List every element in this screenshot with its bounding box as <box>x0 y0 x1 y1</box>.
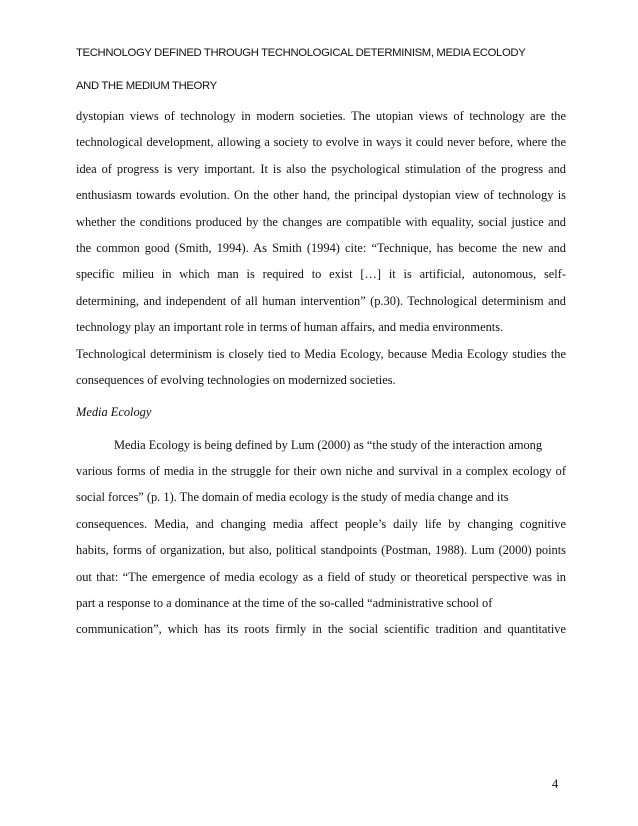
paragraph-line: idea of progress is very important. It is also the psychological stimulation of the progress and <box>76 161 566 176</box>
paragraph-line: communication”, which has its roots firmly in the social scientific tradition and quantitative <box>76 622 566 637</box>
section-heading: Media Ecology <box>76 405 152 420</box>
running-head-line-2: AND THE MEDIUM THEORY <box>76 79 217 92</box>
paragraph-line: technology play an important role in terms of human affairs, and media environments. <box>76 320 504 335</box>
paragraph-line: whether the conditions produced by the changes are compatible with equality, social justice and <box>76 214 566 229</box>
paragraph-line: determining, and independent of all human intervention” (p.30). Technological determinism and <box>76 293 566 308</box>
paragraph-line: consequences of evolving technologies on modernized societies. <box>76 372 396 387</box>
running-head <box>76 37 576 102</box>
paragraph-line: specific milieu in which man is required to exist […] it is artificial, autonomous, self- <box>76 267 566 282</box>
paragraph-line: technological development, allowing a society to evolve in ways it could never before, where the <box>76 135 566 150</box>
paragraph-line: the common good (Smith, 1994). As Smith (1994) cite: “Technique, has become the new and <box>76 240 566 255</box>
paragraph-2 <box>76 432 566 643</box>
paragraph-line: social forces” (p. 1). The domain of media ecology is the study of media change and its <box>76 490 509 505</box>
paragraph-1 <box>76 103 566 393</box>
paragraph-line: Media Ecology is being defined by Lum (2000) as “the study of the interaction among <box>114 437 543 452</box>
page-number: 4 <box>552 777 559 791</box>
paragraph-line: various forms of media in the struggle for their own niche and survival in a complex ecology of <box>76 464 566 479</box>
paragraph-line: consequences. Media, and changing media affect people’s daily life by changing cognitive <box>76 516 566 531</box>
paragraph-line: dystopian views of technology in modern societies. The utopian views of technology are the <box>76 109 566 123</box>
running-head-line-1: TECHNOLOGY DEFINED THROUGH TECHNOLOGICAL DETERMINISM, MEDIA ECOLODY <box>76 47 526 59</box>
paragraph-line: Technological determinism is closely tied to Media Ecology, because Media Ecology studies the <box>76 346 566 361</box>
paragraph-line: part a response to a dominance at the time of the so-called “administrative school of <box>76 596 493 611</box>
paragraph-line: out that: “The emergence of media ecology as a field of study or theoretical perspective was in <box>76 569 566 584</box>
paragraph-line: enthusiasm towards evolution. On the other hand, the principal dystopian view of technology is <box>76 188 566 203</box>
paragraph-line: habits, forms of organization, but also, political standpoints (Postman, 1988). Lum (2000) points <box>76 543 566 558</box>
body-text <box>76 103 566 643</box>
